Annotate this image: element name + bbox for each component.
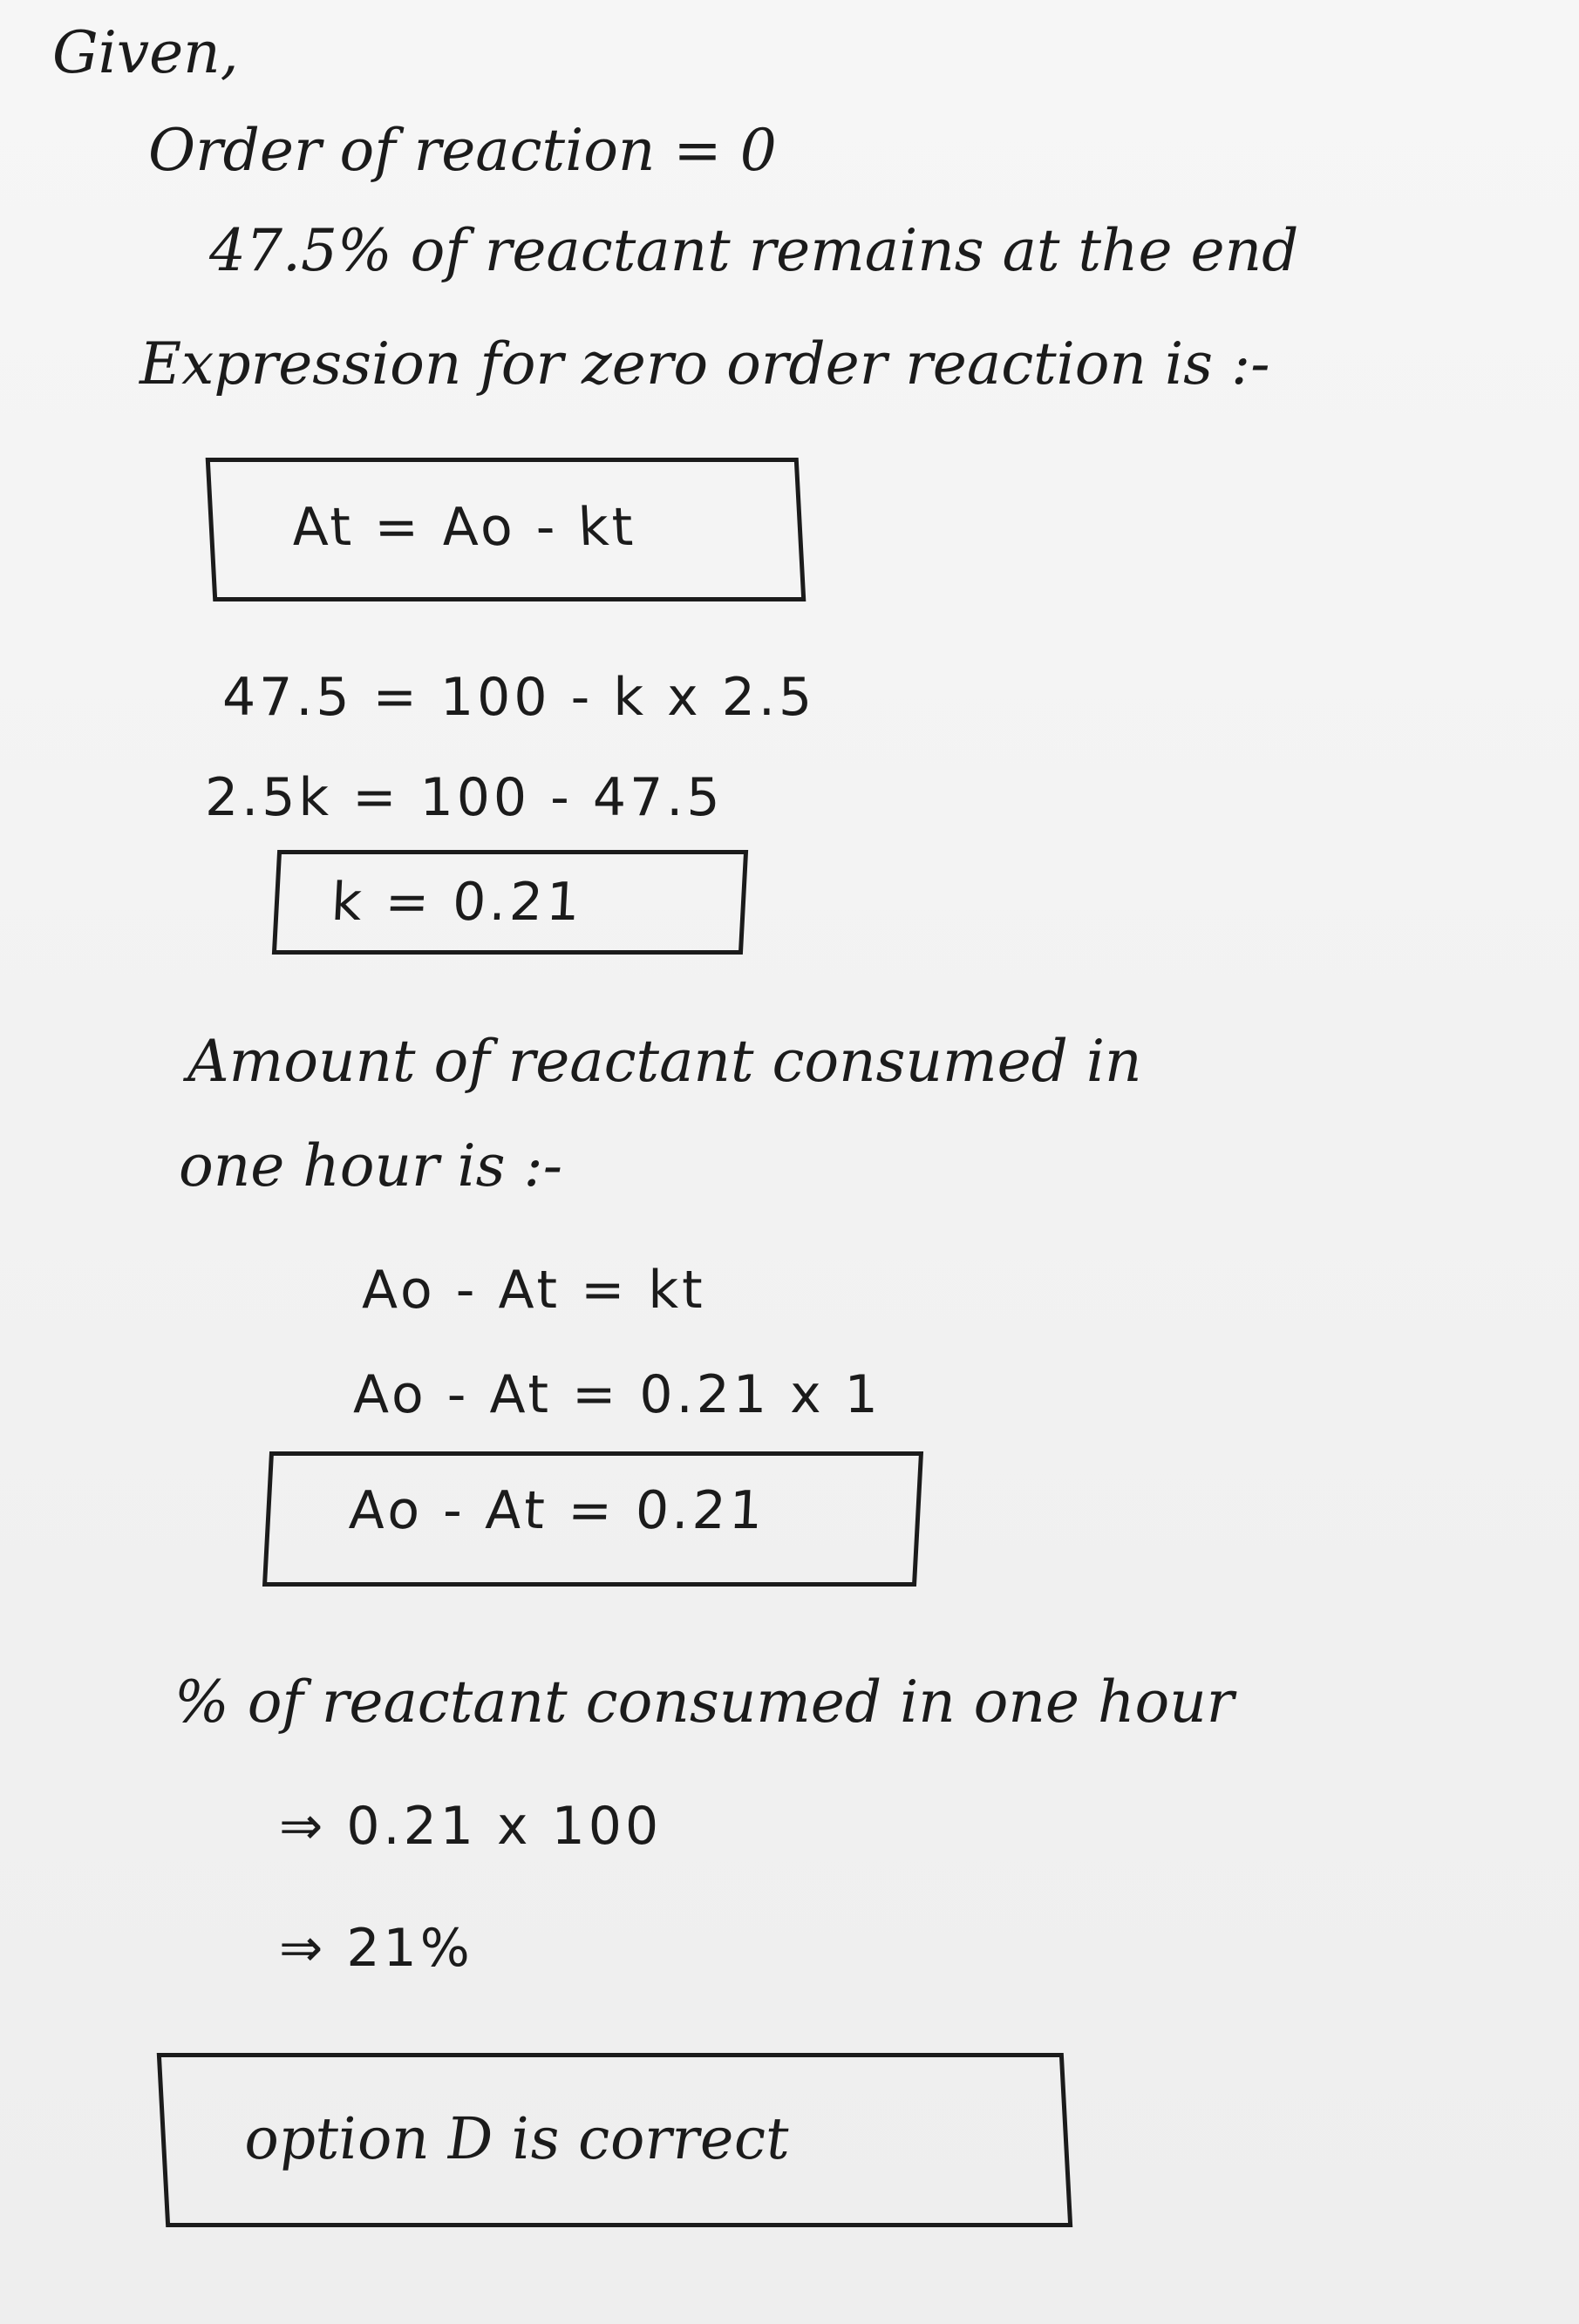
formula-text: At = Ao - kt [290, 497, 638, 558]
reactant-remains-line: 47.5% of reactant remains at the end [209, 217, 1299, 284]
given-label: Given, [52, 19, 239, 86]
equation-1: Ao - At = kt [362, 1260, 706, 1321]
arrow-step-2: ⇒ 21% [279, 1918, 473, 1979]
k-value-text: k = 0.21 [330, 872, 585, 933]
formula-box [206, 458, 807, 601]
answer-text: option D is correct [242, 2105, 791, 2172]
k-value-box [272, 850, 748, 955]
amount-consumed-heading-2: one hour is :- [179, 1132, 563, 1199]
step-1: 47.5 = 100 - k x 2.5 [222, 667, 816, 728]
percent-consumed-heading: % of reactant consumed in one hour [174, 1668, 1235, 1736]
equation-2: Ao - At = 0.21 x 1 [353, 1364, 881, 1425]
arrow-step-1: ⇒ 0.21 x 100 [279, 1796, 663, 1857]
answer-box [157, 2053, 1072, 2227]
step-2: 2.5k = 100 - 47.5 [205, 767, 724, 828]
consumed-amount-box [262, 1451, 923, 1587]
amount-consumed-heading-1: Amount of reactant consumed in [187, 1028, 1142, 1095]
consumed-amount-text: Ao - At = 0.21 [347, 1480, 768, 1541]
expression-heading: Expression for zero order reaction is :- [140, 330, 1270, 398]
order-of-reaction-line: Order of reaction = 0 [148, 117, 777, 184]
